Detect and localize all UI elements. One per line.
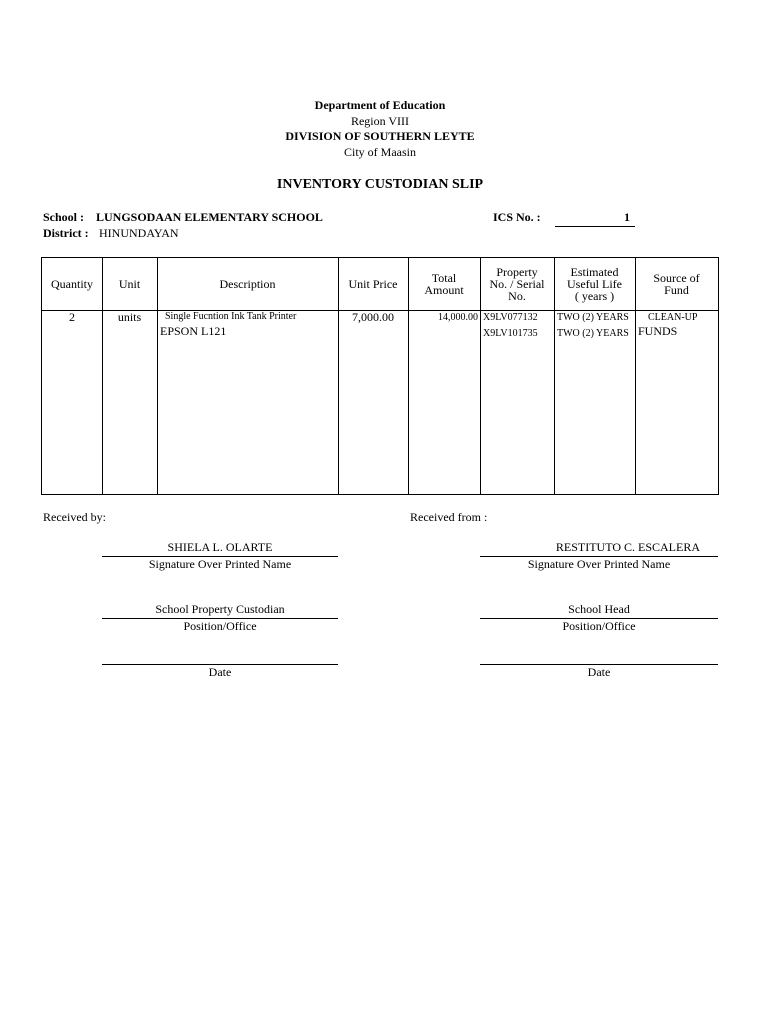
ics-value: 1 (624, 210, 630, 224)
received-by-label: Received by: (43, 510, 106, 524)
header-life-line2: Useful Life (567, 277, 622, 291)
header-unit: Unit (118, 277, 141, 291)
right-position: School Head (568, 602, 630, 616)
row-life-2: TWO (2) YEARS (557, 328, 629, 339)
row-source-line1: CLEAN-UP (648, 312, 698, 323)
right-position-caption: Position/Office (562, 619, 636, 633)
row-description-line2: EPSON L121 (160, 324, 227, 338)
header-source-of-fund (635, 258, 718, 310)
header-property-line3: No. (508, 289, 526, 303)
school-label: School : (43, 210, 85, 224)
ics-label: ICS No. : (493, 210, 541, 224)
row-unit-price: 7,000.00 (352, 310, 394, 324)
header-total-line2: Amount (424, 283, 464, 297)
row-serial-2: X9LV101735 (483, 328, 538, 339)
header-quantity: Quantity (51, 277, 93, 291)
row-unit: units (117, 310, 142, 324)
city-label: City of Maasin (344, 145, 416, 159)
header-life-line3: ( years ) (574, 289, 615, 303)
region-label: Region VIII (350, 114, 410, 128)
header-source-line1: Source of (653, 271, 700, 285)
left-date-caption: Date (208, 665, 232, 679)
district-label: District : (43, 226, 89, 240)
left-position: School Property Custodian (155, 602, 285, 616)
row-serial-1: X9LV077132 (483, 312, 538, 323)
inventory-table (41, 257, 719, 495)
row-total-amount: 14,000.00 (438, 312, 478, 323)
left-position-caption: Position/Office (183, 619, 257, 633)
left-name-caption: Signature Over Printed Name (148, 557, 292, 571)
row-quantity: 2 (69, 310, 75, 324)
header-life-line1: Estimated (570, 265, 619, 279)
district-value: HINUNDAYAN (99, 226, 179, 240)
header-property-line1: Property (496, 265, 538, 279)
right-date-caption: Date (587, 665, 611, 679)
header-description: Description (219, 277, 276, 291)
right-signatory-name: RESTITUTO C. ESCALERA (555, 540, 700, 554)
row-description-line1: Single Fucntion Ink Tank Printer (165, 311, 297, 322)
division-title: DIVISION OF SOUTHERN LEYTE (285, 129, 475, 143)
header-useful-life (554, 258, 635, 310)
right-name-caption: Signature Over Printed Name (527, 557, 671, 571)
row-source-line2: FUNDS (638, 324, 678, 338)
school-value: LUNGSODAAN ELEMENTARY SCHOOL (96, 210, 323, 224)
header-unit-price: Unit Price (348, 277, 398, 291)
header-property-no (480, 258, 554, 310)
row-life-1: TWO (2) YEARS (557, 312, 629, 323)
ics-underline (555, 226, 635, 227)
department-title: Department of Education (314, 98, 446, 112)
received-from-label: Received from : (410, 510, 488, 524)
header-total-amount (408, 258, 480, 310)
left-signatory-name: SHIELA L. OLARTE (167, 540, 273, 554)
document-title: INVENTORY CUSTODIAN SLIP (276, 177, 484, 192)
header-source-line2: Fund (664, 283, 689, 297)
header-property-line2: No. / Serial (489, 277, 545, 291)
header-total-line1: Total (431, 271, 457, 285)
